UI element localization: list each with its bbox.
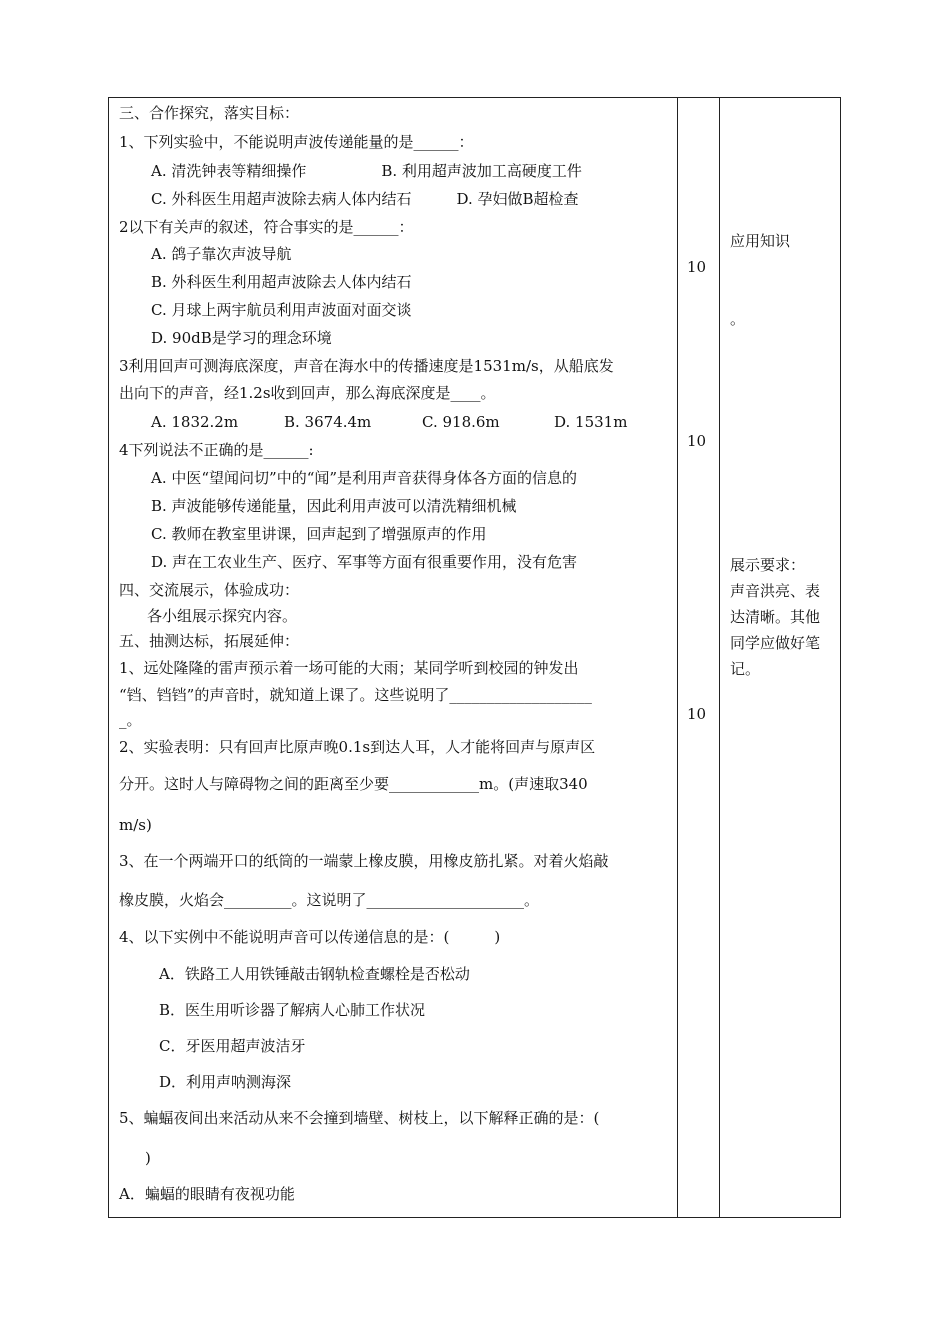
q2-stem: 2以下有关声的叙述，符合事实的是______： <box>119 218 414 236</box>
section4-heading: 四、交流展示，体验成功： <box>119 581 300 599</box>
note-display-line3: 同学应做好笔 <box>730 634 821 652</box>
q1-stem: 1、下列实验中，不能说明声波传递能量的是______： <box>119 133 474 151</box>
q4-option-d: D. 声在工农业生产、医疗、军事等方面有很重要作用，没有危害 <box>151 553 578 571</box>
s5-p4-option-c: C．牙医用超声波洁牙 <box>159 1037 306 1055</box>
s5-p5-line1: 5、蝙蝠夜间出来活动从来不会撞到墙壁、树枝上，以下解释正确的是：( <box>119 1109 600 1127</box>
q2-option-b: B. 外科医生利用超声波除去人体内结石 <box>151 273 412 291</box>
q4-stem: 4下列说法不正确的是______: <box>119 441 314 459</box>
section3-heading: 三、合作探究，落实目标： <box>119 104 300 122</box>
column-divider-2 <box>719 98 720 1217</box>
q3-option-b: B. 3674.4m <box>284 413 372 431</box>
time-value-2: 10 <box>687 432 707 450</box>
q3-option-a: A. 1832.2m <box>151 413 239 431</box>
q1-options-ab: A. 清洗钟表等精细操作 B. 利用超声波加工高硬度工件 <box>151 162 582 180</box>
section4-content: 各小组展示探究内容。 <box>147 607 298 625</box>
s5-p2-line3: m/s) <box>119 816 152 834</box>
s5-p4-stem: 4、以下实例中不能说明声音可以传递信息的是：( ) <box>119 928 501 946</box>
time-value-3: 10 <box>687 705 707 723</box>
s5-p1-line2: “铛、铛铛”的声音时，就知道上课了。这些说明了___________________ <box>119 686 592 704</box>
note-display-line1: 声音洪亮、表 <box>730 582 821 600</box>
q3-option-d: D. 1531m <box>554 413 628 431</box>
s5-p3-line2: 橡皮膜，火焰会_________。这说明了_____________________。 <box>119 891 540 909</box>
s5-p4-option-d: D．利用声呐测海深 <box>159 1073 292 1091</box>
note-apply-knowledge: 应用知识 <box>730 232 791 250</box>
s5-p4-option-a: A．铁路工人用铁锤敲击钢轨检查螺栓是否松动 <box>159 965 470 983</box>
q3-option-c: C. 918.6m <box>422 413 500 431</box>
q4-option-b: B. 声波能够传递能量，因此利用声波可以清洗精细机械 <box>151 497 517 515</box>
s5-p2-line1: 2、实验表明：只有回声比原声晚0.1s到达人耳，人才能将回声与原声区 <box>119 738 596 756</box>
s5-p2-line2: 分开。这时人与障碍物之间的距离至少要____________m。(声速取340 <box>119 775 588 793</box>
column-divider-1 <box>677 98 678 1217</box>
q2-option-d: D. 90dB是学习的理念环境 <box>151 329 332 347</box>
q2-option-a: A. 鸽子靠次声波导航 <box>151 245 292 263</box>
note-display-line2: 达清晰。其他 <box>730 608 821 626</box>
s5-p5-line2: ) <box>145 1149 151 1167</box>
s5-p4-option-b: B．医生用听诊器了解病人心肺工作状况 <box>159 1001 426 1019</box>
s5-p3-line1: 3、在一个两端开口的纸筒的一端蒙上橡皮膜，用橡皮筋扎紧。对着火焰敲 <box>119 852 609 870</box>
time-value-1: 10 <box>687 258 707 276</box>
lesson-table <box>108 97 841 1218</box>
note-display-title: 展示要求： <box>730 556 806 574</box>
q1-options-cd: C. 外科医生用超声波除去病人体内结石 D. 孕妇做B超检查 <box>151 190 579 208</box>
s5-p1-line1: 1、远处隆隆的雷声预示着一场可能的大雨；某同学听到校园的钟发出 <box>119 659 579 677</box>
s5-p5-option-a: A．蝙蝠的眼睛有夜视功能 <box>119 1185 295 1203</box>
note-dot: 。 <box>730 310 746 328</box>
q2-option-c: C. 月球上两宇航员利用声波面对面交谈 <box>151 301 412 319</box>
q4-option-a: A. 中医“望闻问切”中的“闻”是利用声音获得身体各方面的信息的 <box>151 469 578 487</box>
q3-stem-line1: 3利用回声可测海底深度，声音在海水中的传播速度是1531m/s，从船底发 <box>119 357 614 375</box>
section5-heading: 五、抽测达标，拓展延伸： <box>119 632 300 650</box>
q3-stem-line2: 出向下的声音，经1.2s收到回声，那么海底深度是____。 <box>119 384 496 402</box>
q4-option-c: C. 教师在教室里讲课，回声起到了增强原声的作用 <box>151 525 487 543</box>
note-display-line4: 记。 <box>730 660 761 678</box>
s5-p1-line3: _。 <box>119 711 142 729</box>
